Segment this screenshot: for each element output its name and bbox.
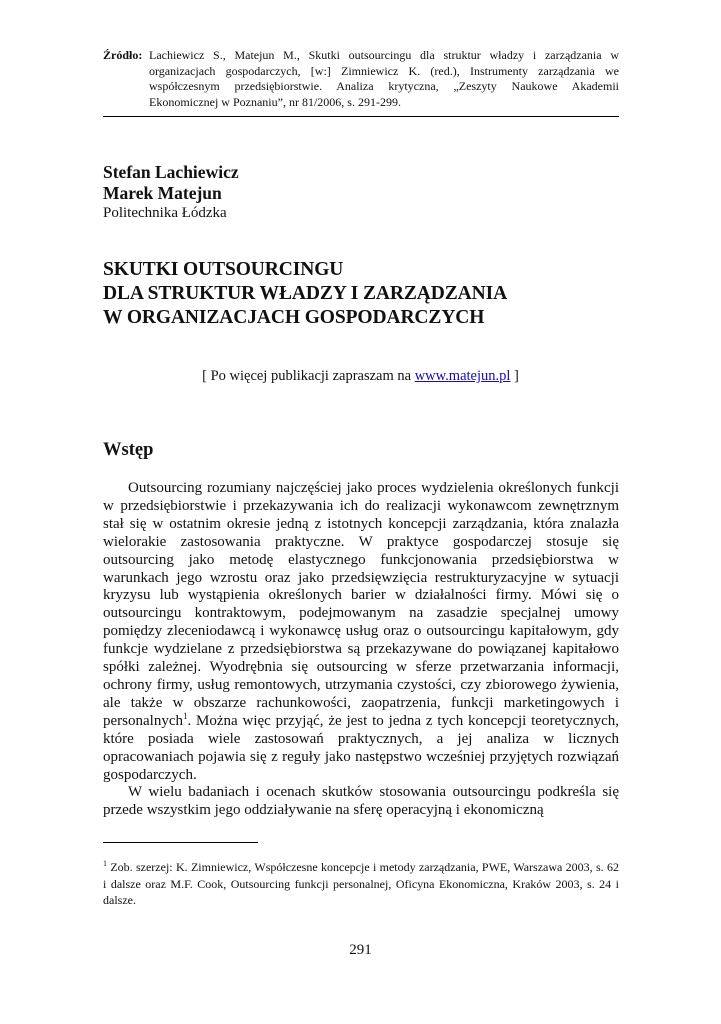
footnote	[103, 856, 619, 909]
author-affiliation: Politechnika Łódzka	[103, 205, 227, 221]
page-number: 291	[349, 942, 372, 958]
footnote-reference[interactable]: 1	[182, 710, 188, 721]
paragraph-text: Outsourcing rozumiany najczęściej jako proces wydzielenia określonych funkcji w przedsiębiorstwie i przekazywania ich do realizacji wykonawcom zewnętrznym stał się w ostatnim okresie jedną z istotnych koncepcji zarządzania, która znalazła wielorakie zastosowania praktyczne. W praktyce gospodarczej stosuje się outsourcing jako metodę elastycznego funkcjonowania przedsiębiorstwa w warunkach jego wzrostu oraz jako przedsięwzięcia restrukturyzacyjne w sytuacji kryzysu lub wystąpienia określonych barier w działalności firmy. Mówi się o outsourcingu kontraktowym, podejmowanym na zasadzie specjalnej umowy pomiędzy zleceniodawcą i wykonawcę usług oraz o outsourcingu kapitałowym, gdy funkcje wydzielane z przedsiębiorstwa są przekazywane do powiązanej kapitałowo spółki zależnej. Wyodrębnia się outsourcing w sferze przetwarzania informacji, ochrony firmy, usług remontowych, utrzymania czystości, czy zbiorowego żywienia, ale także w obszarze rachunkowości, zaopatrzenia, funkcji marketingowych i personalnych	[103, 480, 619, 729]
author-name: Marek Matejun	[103, 183, 222, 203]
footnote-text: Zob. szerzej: K. Zimniewicz, Współczesne koncepcje i metody zarządzania, PWE, Warszawa 2003, s. 62 i dalsze oraz M.F. Cook, Outsourcing funkcji personalnej, Oficyna Ekonomiczna, Kraków 2003, s. 24 i dalsze.	[103, 860, 619, 907]
website-link[interactable]: www.matejun.pl	[414, 368, 511, 384]
more-publications-note	[0, 368, 721, 385]
title-line: W ORGANIZACJACH GOSPODARCZYCH	[103, 307, 485, 328]
title-line: SKUTKI OUTSOURCINGU	[103, 259, 344, 280]
paragraph: W wielu badaniach i ocenach skutków stosowania outsourcingu podkreśla się przede wszystkim jego oddziaływanie na sferę operacyjną i ekonomiczną	[103, 784, 619, 819]
title-line: DLA STRUKTUR WŁADZY I ZARZĄDZANIA	[103, 283, 508, 304]
source-label: Źródło:	[103, 48, 143, 62]
section-heading: Wstęp	[103, 440, 154, 460]
body-text	[103, 480, 619, 820]
author-name: Stefan Lachiewicz	[103, 162, 239, 182]
paragraph-text: . Można więc przyjąć, że jest to jedna z tych koncepcji teoretycznych, które posiada wiele zastosowań praktycznych, a jej analiza w licznych opracowaniach pojawia się z reguły jako następstwo wcześniej przyjętych rozwiązań gospodarczych.	[103, 712, 619, 783]
article-title	[103, 258, 623, 330]
source-citation	[103, 48, 619, 110]
more-suffix: ]	[510, 368, 519, 384]
authors-block	[103, 162, 239, 222]
more-prefix: [ Po więcej publikacji zapraszam na	[202, 368, 415, 384]
source-text: Lachiewicz S., Matejun M., Skutki outsourcingu dla struktur władzy i zarządzania w organizacjach gospodarczych, [w:] Zimniewicz K. (red.), Instrumenty zarządzania we współczesnym przedsiębiorstwie. Analiza krytyczna, „Zeszyty Naukowe Akademii Ekonomicznej w Poznaniu”, nr 81/2006, s. 291-299.	[149, 48, 619, 109]
footnote-mark: 1	[103, 859, 107, 868]
header-divider	[103, 116, 619, 117]
footnote-divider	[103, 842, 258, 843]
paragraph	[103, 480, 619, 784]
